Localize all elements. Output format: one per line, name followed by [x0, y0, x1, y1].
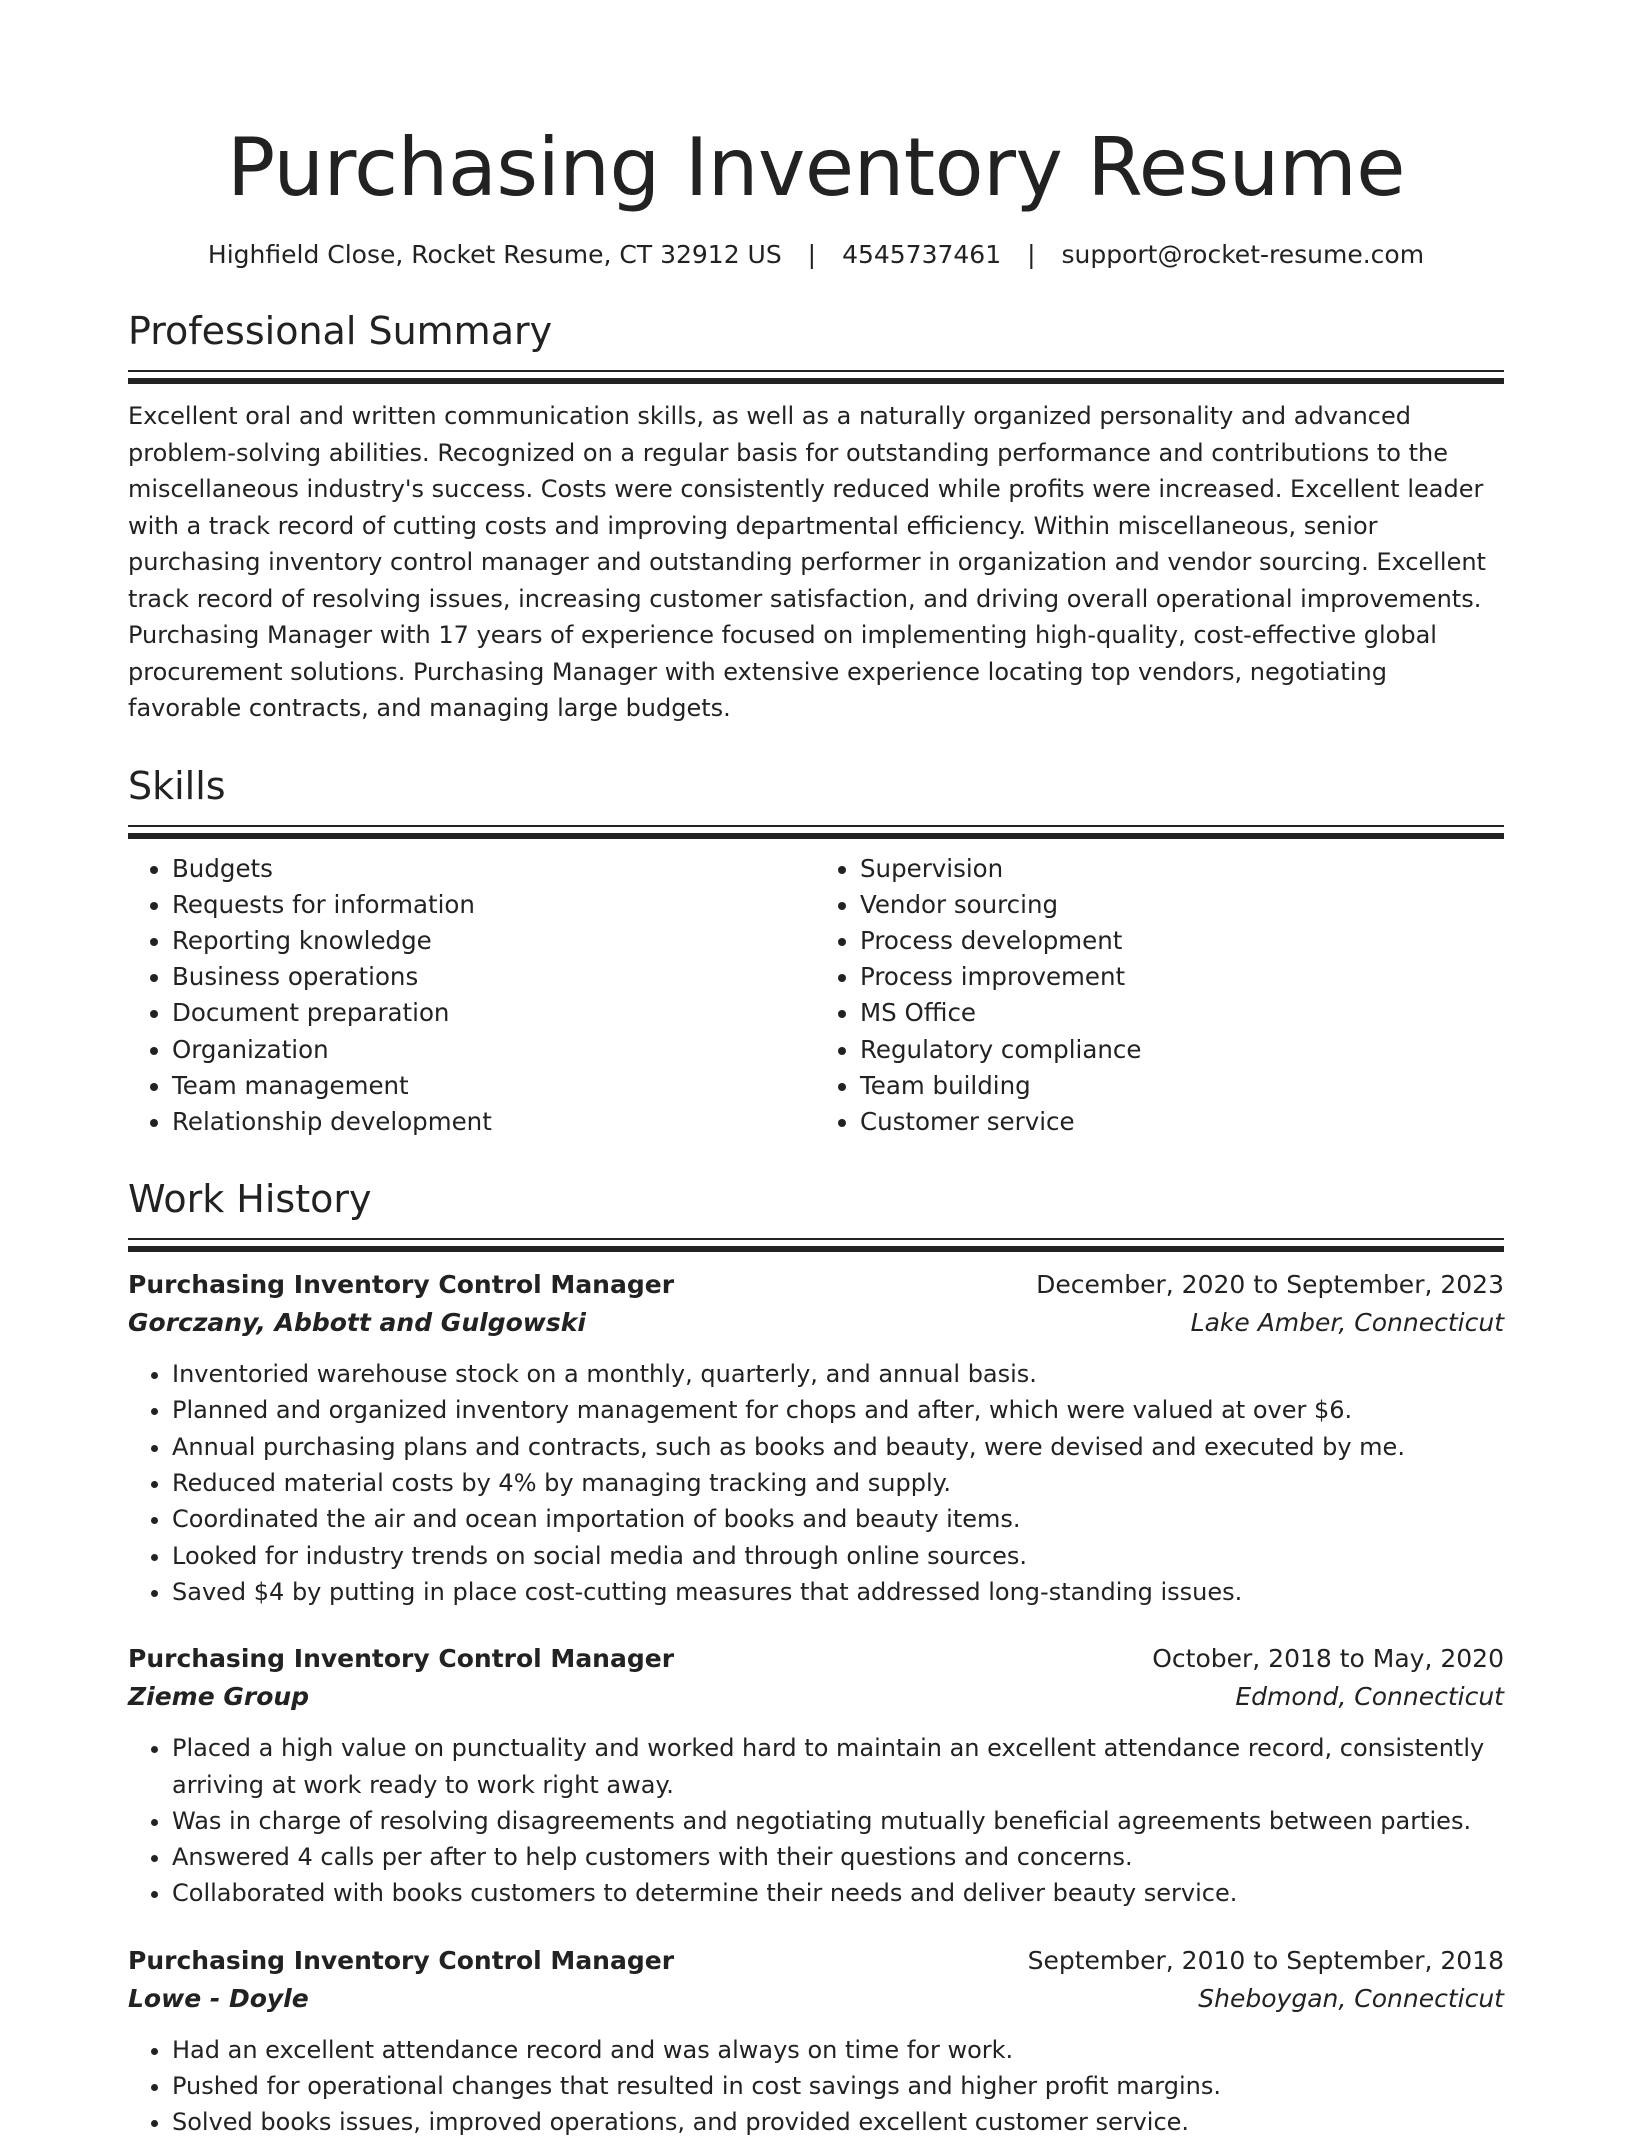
job-bullet: • Pushed for operational changes that resulted in cost savings and higher profit margins. — [172, 2068, 1504, 2104]
skill-item: • Business operations — [172, 959, 816, 995]
job-bullet: • Looked for industry trends on social media and through online sources. — [172, 1538, 1504, 1574]
section-divider — [128, 825, 1504, 839]
job-bullet: • Coordinated the air and ocean importation of books and beauty items. — [172, 1501, 1504, 1537]
section-heading: Work History — [128, 1177, 372, 1222]
job-bullet: • Collaborated with books customers to determine their needs and deliver beauty service. — [172, 1875, 1504, 1911]
skill-item: • Document preparation — [172, 995, 816, 1031]
skill-item: • Regulatory compliance — [860, 1032, 1504, 1068]
skill-item: • Team management — [172, 1068, 816, 1104]
job-entry — [128, 1266, 1504, 1610]
section-divider — [128, 370, 1504, 384]
job-company: Gorczany, Abbott and Gulgowski — [128, 1308, 586, 1338]
job-bullet: • Saved $4 by putting in place cost-cutting measures that addressed long-standing issues. — [172, 1574, 1504, 1610]
job-company-row — [128, 1678, 1504, 1716]
job-bullets — [128, 1356, 1504, 1610]
job-bullet: • Annual purchasing plans and contracts, such as books and beauty, were devised and executed by me. — [172, 1429, 1504, 1465]
job-bullet: • Placed a high value on punctuality and worked hard to maintain an excellent attendance record, consistently arriving at work ready to work right away. — [172, 1730, 1504, 1803]
skill-item: • Team building — [860, 1068, 1504, 1104]
section-divider — [128, 1238, 1504, 1252]
skill-item: • Process development — [860, 923, 1504, 959]
contact-separator: | — [807, 240, 817, 269]
job-header-row — [128, 1266, 1504, 1304]
resume-title: Purchasing Inventory Resume — [227, 121, 1405, 214]
job-company-row — [128, 1304, 1504, 1342]
section-heading: Professional Summary — [128, 309, 553, 353]
job-company-row — [128, 1980, 1504, 2018]
skill-item: • Requests for information — [172, 887, 816, 923]
job-location: Edmond, Connecticut — [1235, 1682, 1504, 1712]
job-bullet: • Was in charge of resolving disagreements and negotiating mutually beneficial agreements between parties. — [172, 1803, 1504, 1839]
job-company: Lowe - Doyle — [128, 1983, 309, 2013]
skill-item: • MS Office — [860, 995, 1504, 1031]
job-company: Zieme Group — [128, 1682, 310, 1712]
summary-text: Excellent oral and written communication skills, as well as a naturally organized personality and advanced problem-solving abilities. Recognized on a regular basis for outstanding performance and contributions to the miscellaneous industry's success. Costs were consistently reduced while profits were increased. Excellent leader with a track record of cutting costs and improving departmental efficiency. Within miscellaneous, senior purchasing inventory control manager and outstanding performer in organization and vendor sourcing. Excellent track record of resolving issues, increasing customer satisfaction, and driving overall operational improvements. Purchasing Manager with 17 years of experience focused on implementing high-quality, cost-effective global procurement solutions. Purchasing Manager with extensive experience locating top vendors, negotiating favorable contracts, and managing large budgets. — [128, 402, 1486, 722]
contact-separator: | — [1027, 240, 1036, 269]
job-bullets — [128, 1730, 1504, 1911]
skill-item: • Customer service — [860, 1104, 1504, 1140]
skill-item: • Vendor sourcing — [860, 887, 1504, 923]
skill-item: • Budgets — [172, 851, 816, 887]
job-location: Sheboygan, Connecticut — [1198, 1983, 1504, 2013]
job-dates: September, 2010 to September, 2018 — [1027, 1945, 1504, 1975]
job-bullet: • Reduced material costs by 4% by managing tracking and supply. — [172, 1465, 1504, 1501]
job-bullets — [128, 2032, 1504, 2141]
skill-item: • Process improvement — [860, 959, 1504, 995]
job-entry — [128, 1942, 1504, 2141]
job-bullet: • Planned and organized inventory management for chops and after, which were valued at over $6. — [172, 1392, 1504, 1428]
professional-summary-section — [128, 308, 1504, 727]
job-bullet: • Solved books issues, improved operations, and provided excellent customer service. — [172, 2104, 1504, 2140]
job-title: Purchasing Inventory Control Manager — [128, 1644, 675, 1674]
job-bullet: • Had an excellent attendance record and was always on time for work. — [172, 2032, 1504, 2068]
job-title: Purchasing Inventory Control Manager — [128, 1270, 675, 1300]
job-dates: December, 2020 to September, 2023 — [1036, 1270, 1504, 1300]
contact-email: support@rocket-resume.com — [1061, 240, 1425, 269]
skills-list-right — [816, 851, 1504, 1141]
work-history-section — [128, 1176, 1504, 2140]
section-heading: Skills — [128, 763, 226, 808]
skill-item: • Reporting knowledge — [172, 923, 816, 959]
skills-list-left — [128, 851, 816, 1141]
contact-phone: 4545737461 — [842, 240, 1002, 269]
job-header-row — [128, 1640, 1504, 1678]
skill-item: • Organization — [172, 1032, 816, 1068]
skill-item: • Supervision — [860, 851, 1504, 887]
job-bullet: • Answered 4 calls per after to help customers with their questions and concerns. — [172, 1839, 1504, 1875]
contact-line — [128, 238, 1504, 272]
job-header-row — [128, 1942, 1504, 1980]
job-title: Purchasing Inventory Control Manager — [128, 1945, 675, 1975]
skills-section — [128, 763, 1504, 1141]
job-location: Lake Amber, Connecticut — [1190, 1308, 1504, 1338]
job-bullet: • Inventoried warehouse stock on a monthly, quarterly, and annual basis. — [172, 1356, 1504, 1392]
job-dates: October, 2018 to May, 2020 — [1152, 1644, 1504, 1674]
job-entry — [128, 1640, 1504, 1911]
skill-item: • Relationship development — [172, 1104, 816, 1140]
skills-grid — [128, 851, 1504, 1141]
contact-address: Highfield Close, Rocket Resume, CT 32912 US — [207, 240, 782, 269]
